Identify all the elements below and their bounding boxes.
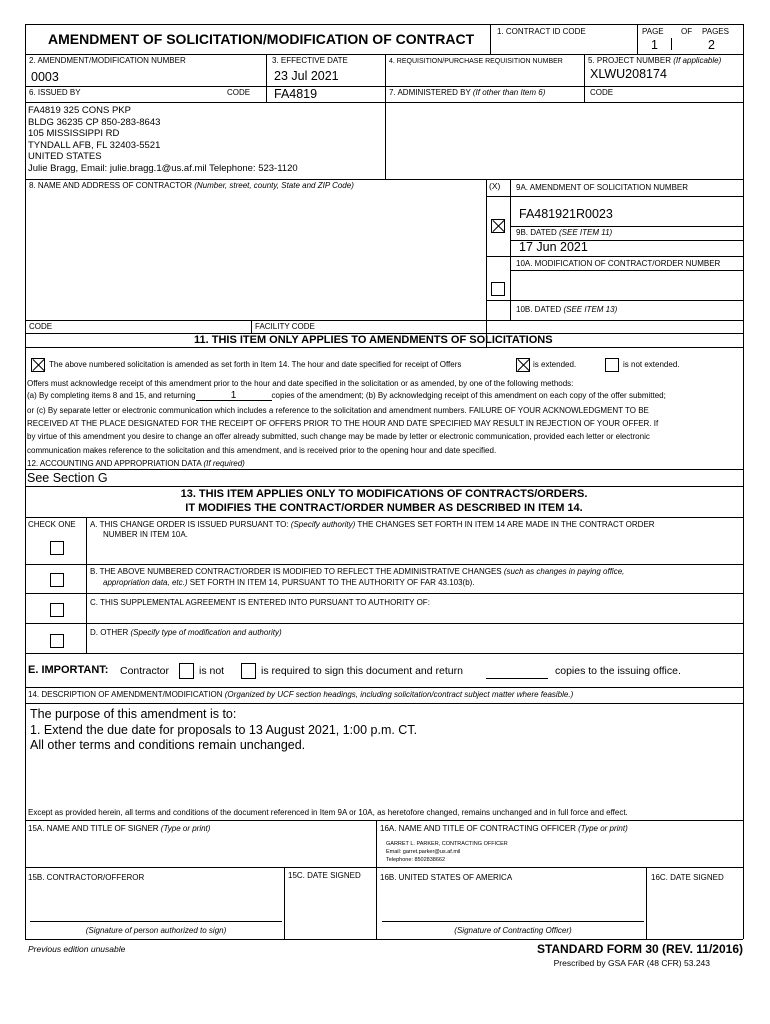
is-extended-label: is extended. bbox=[533, 360, 577, 369]
item-13d-text-part: D. OTHER bbox=[90, 628, 129, 637]
check-one-label: CHECK ONE bbox=[28, 520, 76, 529]
previous-edition-text: Previous edition unusable bbox=[28, 944, 126, 954]
ack-text-line: by virtue of this amendment you desire to change an offer already submitted, such change may be made by letter or electronic communication, provided each letter or electronic bbox=[27, 432, 650, 441]
item-13b-text bbox=[90, 567, 624, 577]
item-11-heading: 11. THIS ITEM ONLY APPLIES TO AMENDMENTS OF SOLICITATIONS bbox=[194, 334, 553, 346]
project-number-label bbox=[588, 56, 721, 66]
project-number-label-note: (If applicable) bbox=[673, 56, 722, 65]
is-not-text: is not bbox=[199, 665, 225, 677]
item-13a-text-part: THE CHANGES SET FORTH IN ITEM 14 ARE MADE IN THE CONTRACT ORDER bbox=[357, 520, 655, 529]
description-line: All other terms and conditions remain unchanged. bbox=[30, 738, 306, 752]
project-number-value[interactable]: XLWU208174 bbox=[590, 67, 667, 81]
signature-officer-caption: (Signature of Contracting Officer) bbox=[454, 926, 572, 935]
important-label: E. IMPORTANT: bbox=[28, 664, 109, 676]
item-14-label bbox=[28, 690, 573, 700]
item-13a-note: (Specify authority) bbox=[290, 520, 356, 529]
contractor-is-not-checkbox[interactable] bbox=[179, 663, 194, 679]
officer-name: GARRET L. PARKER, CONTRACTING OFFICER bbox=[386, 841, 508, 847]
administered-by-label-text: 7. ADMINISTERED BY bbox=[389, 88, 471, 97]
item-13b-text-part: SET FORTH IN ITEM 14, PURSUANT TO THE AUTHORITY OF FAR 43.103(b). bbox=[189, 578, 475, 587]
item-13d-text bbox=[90, 628, 282, 638]
description-line: 1. Extend the due date for proposals to 13 August 2021, 1:00 p.m. CT. bbox=[30, 722, 418, 737]
usa-16b-label: 16B. UNITED STATES OF AMERICA bbox=[380, 873, 513, 882]
other-modification-checkbox[interactable] bbox=[50, 634, 64, 648]
contractor-label-text: 8. NAME AND ADDRESS OF CONTRACTOR bbox=[29, 181, 192, 190]
is-required-text: is required to sign this document and return bbox=[261, 665, 463, 677]
item-13-heading-2: IT MODIFIES THE CONTRACT/ORDER NUMBER AS DESCRIBED IN ITEM 14. bbox=[185, 502, 583, 514]
dated-10b-label bbox=[516, 305, 617, 315]
important-contractor-text: Contractor bbox=[120, 665, 170, 677]
issued-by-code-label: CODE bbox=[227, 88, 251, 97]
contractor-code-label: CODE bbox=[29, 322, 53, 331]
solicitation-amended-item11-checkbox[interactable] bbox=[31, 358, 45, 372]
amendment-number-label: 2. AMENDMENT/MODIFICATION NUMBER bbox=[29, 56, 186, 65]
prescribed-by-text: Prescribed by GSA FAR (48 CFR) 53.243 bbox=[553, 958, 710, 968]
dated-10b-label-text: 10B. DATED bbox=[516, 305, 562, 314]
item-13a-text-part: A. THIS CHANGE ORDER IS ISSUED PURSUANT TO: bbox=[90, 520, 289, 529]
issued-by-code-value[interactable]: FA4819 bbox=[274, 87, 318, 101]
dated-10b-label-note: (SEE ITEM 13) bbox=[563, 305, 618, 314]
contract-id-label: 1. CONTRACT ID CODE bbox=[497, 27, 586, 36]
ack-text-line bbox=[27, 391, 666, 401]
item-13b-text-part: B. THE ABOVE NUMBERED CONTRACT/ORDER IS MODIFIED TO REFLECT THE ADMINISTRATIVE CHANGES bbox=[90, 567, 502, 576]
issued-by-label: 6. ISSUED BY bbox=[29, 88, 81, 97]
issuer-line: Julie Bragg, Email: julie.bragg.1@us.af.mil Telephone: 523-1120 bbox=[28, 162, 298, 174]
officer-16a-label-text: 16A. NAME AND TITLE OF CONTRACTING OFFICER bbox=[380, 824, 576, 833]
amendment-solicitation-label: 9A. AMENDMENT OF SOLICITATION NUMBER bbox=[516, 183, 689, 192]
officer-16a-label-note: (Type or print) bbox=[578, 824, 628, 833]
ack-text-line: RECEIVED AT THE PLACE DESIGNATED FOR THE RECEIPT OF OFFERS PRIOR TO THE HOUR AND DATE SPECIFIED MAY RESULT IN REJECTION OF YOUR OFFER. If bbox=[27, 419, 659, 428]
administered-by-label-note: (If other than Item 6) bbox=[472, 88, 546, 97]
item-13a-text-line2: NUMBER IN ITEM 10A. bbox=[103, 530, 188, 539]
ack-text-line: or (c) By separate letter or electronic communication which includes a reference to the solicitation and amendment numbers. FAILURE OF YOUR ACKNOWLEDGMENT TO BE bbox=[27, 406, 649, 415]
ack-text-part: (a) By completing items 8 and 15, and returning bbox=[27, 391, 196, 400]
project-number-label-text: 5. PROJECT NUMBER bbox=[588, 56, 671, 65]
requisition-label: 4. REQUISITION/PURCHASE REQUISITION NUMBER bbox=[389, 58, 563, 65]
modification-10a-label: 10A. MODIFICATION OF CONTRACT/ORDER NUMBER bbox=[516, 259, 721, 268]
date-signed-16c-label: 16C. DATE SIGNED bbox=[651, 873, 724, 882]
signer-15a-label bbox=[28, 824, 210, 834]
officer-email: Email: garret.parker@us.af.mil bbox=[386, 849, 461, 855]
amendment-description[interactable] bbox=[30, 707, 417, 754]
item-12-label bbox=[27, 459, 245, 469]
total-pages: 2 bbox=[708, 38, 715, 52]
page-label: PAGE bbox=[642, 27, 664, 36]
copies-count-field[interactable] bbox=[486, 678, 548, 679]
is-not-extended-label: is not extended. bbox=[623, 360, 680, 369]
of-label: OF bbox=[681, 27, 693, 36]
administered-by-label bbox=[389, 88, 545, 98]
except-provided-text: Except as provided herein, all terms and conditions of the document referenced in Item 9A or 10A, as heretofore changed, remains unchanged and in full force and effect. bbox=[28, 808, 628, 817]
item-13-heading-1: 13. THIS ITEM APPLIES ONLY TO MODIFICATIONS OF CONTRACTS/ORDERS. bbox=[180, 488, 588, 500]
ack-text-line: communication makes reference to the solicitation and this amendment, and is received prior to the opening hour and date specified. bbox=[27, 446, 497, 455]
issuer-line: 105 MISSISSIPPI RD bbox=[28, 128, 120, 140]
signature-person-caption: (Signature of person authorized to sign) bbox=[85, 926, 227, 935]
issuer-line: TYNDALL AFB, FL 32403-5521 bbox=[28, 139, 161, 151]
ack-text-line: Offers must acknowledge receipt of this amendment prior to the hour and date specified in the solicitation or as amended, by one of the following methods: bbox=[27, 379, 574, 388]
facility-code-label: FACILITY CODE bbox=[255, 322, 315, 331]
change-order-checkbox[interactable] bbox=[50, 541, 64, 555]
form-number: STANDARD FORM 30 (REV. 11/2016) bbox=[536, 942, 743, 956]
signer-15a-label-text: 15A. NAME AND TITLE OF SIGNER bbox=[28, 824, 159, 833]
page-number: 1 bbox=[651, 38, 658, 52]
officer-signature-line[interactable] bbox=[382, 921, 644, 922]
effective-date-label: 3. EFFECTIVE DATE bbox=[272, 56, 348, 65]
administrative-change-checkbox[interactable] bbox=[50, 573, 64, 587]
dated-9b-label-text: 9B. DATED bbox=[516, 228, 557, 237]
item-13b-note: appropriation data, etc.) bbox=[103, 578, 188, 587]
contract-modified-checkbox[interactable] bbox=[491, 282, 505, 296]
contractor-signature-line[interactable] bbox=[30, 921, 282, 922]
administered-code-label: CODE bbox=[590, 88, 614, 97]
issuer-line: UNITED STATES bbox=[28, 151, 102, 163]
contractor-label bbox=[29, 181, 354, 191]
contractor-label-note: (Number, street, county, State and ZIP Code) bbox=[194, 181, 354, 190]
date-signed-15c-label: 15C. DATE SIGNED bbox=[288, 871, 361, 880]
supplemental-agreement-checkbox[interactable] bbox=[50, 603, 64, 617]
copies-returned-field[interactable]: 1 bbox=[196, 391, 272, 401]
is-extended-checkbox[interactable] bbox=[516, 358, 530, 372]
dated-9b-label bbox=[516, 228, 612, 238]
item-14-label-note: (Organized by UCF section headings, including solicitation/contract subject matter where feasible.) bbox=[224, 690, 574, 699]
item-13c-text: C. THIS SUPPLEMENTAL AGREEMENT IS ENTERED INTO PURSUANT TO AUTHORITY OF: bbox=[90, 598, 430, 607]
effective-date-value[interactable]: 23 Jul 2021 bbox=[274, 69, 339, 83]
item-14-label-text: 14. DESCRIPTION OF AMENDMENT/MODIFICATION bbox=[28, 690, 223, 699]
description-line: The purpose of this amendment is to: bbox=[30, 707, 237, 721]
ack-text-part: copies of the amendment; (b) By acknowledging receipt of this amendment on each copy of the offer submitted; bbox=[271, 391, 666, 400]
item-13b-text-line2 bbox=[103, 578, 475, 588]
dated-9b-label-note: (SEE ITEM 11) bbox=[558, 228, 613, 237]
solicitation-amended-checkbox[interactable] bbox=[491, 219, 505, 233]
amendment-number-value[interactable]: 0003 bbox=[31, 70, 59, 84]
officer-16a-label bbox=[380, 824, 628, 834]
pages-label: PAGES bbox=[702, 27, 729, 36]
signer-15a-label-note: (Type or print) bbox=[160, 824, 211, 833]
amendment-solicitation-value[interactable]: FA481921R0023 bbox=[519, 207, 613, 221]
issuer-line: BLDG 36235 CP 850-283-8643 bbox=[28, 116, 161, 128]
is-not-extended-checkbox[interactable] bbox=[605, 358, 619, 372]
item-13a-text bbox=[90, 520, 655, 530]
dated-9b-value[interactable]: 17 Jun 2021 bbox=[519, 240, 588, 254]
item-11-amended-text: The above numbered solicitation is amended as set forth in Item 14. The hour and date specified for receipt of Offers bbox=[49, 360, 462, 369]
officer-phone: Telephone: 8502838662 bbox=[386, 857, 446, 863]
item-12-label-note: (If required) bbox=[203, 459, 245, 468]
item-13b-note: (such as changes in paying office, bbox=[503, 567, 625, 576]
form-title: AMENDMENT OF SOLICITATION/MODIFICATION OF CONTRACT bbox=[48, 31, 475, 47]
item-12-label-text: 12. ACCOUNTING AND APPROPRIATION DATA bbox=[27, 459, 202, 468]
contractor-15b-label: 15B. CONTRACTOR/OFFEROR bbox=[28, 873, 145, 882]
contractor-is-required-checkbox[interactable] bbox=[241, 663, 256, 679]
accounting-data-value[interactable]: See Section G bbox=[27, 471, 108, 485]
item-13d-note: (Specify type of modification and authority) bbox=[130, 628, 282, 637]
issuer-address-block bbox=[28, 105, 298, 175]
officer-info-block bbox=[386, 840, 508, 864]
copies-to-office-text: copies to the issuing office. bbox=[555, 665, 681, 677]
issuer-line: FA4819 325 CONS PKP bbox=[28, 105, 131, 116]
x-column-label: (X) bbox=[489, 181, 501, 191]
